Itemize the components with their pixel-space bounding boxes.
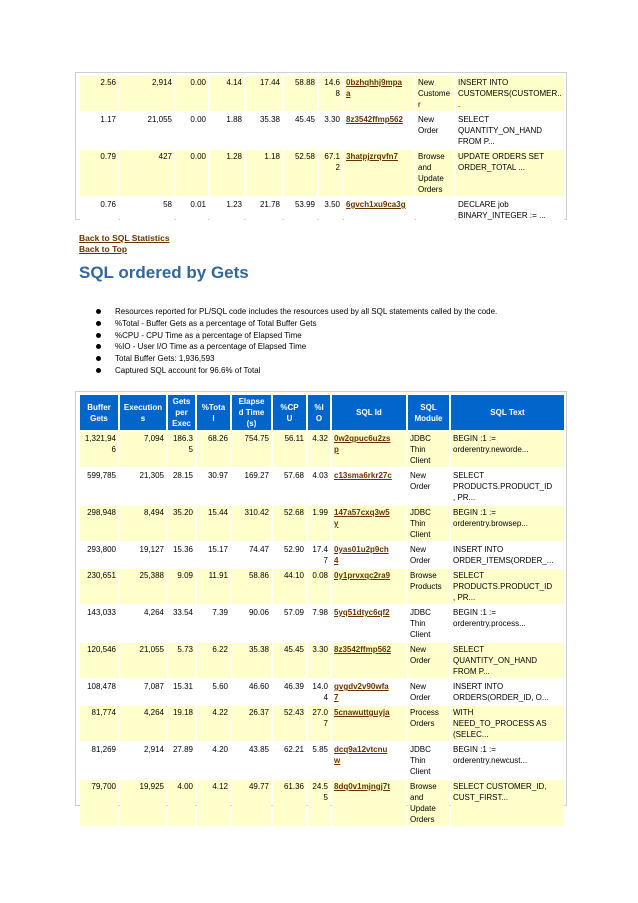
cell-c5: 17.44 (246, 76, 282, 111)
sql-id-link[interactable]: 3hatpjzrqvfn7 (346, 152, 399, 161)
cell-gets-per-exec: 15.36 (168, 543, 195, 567)
cell-c3: 0.00 (176, 76, 208, 111)
cell-pct-cpu: 56.11 (273, 432, 306, 467)
cell-buffer-gets: 81,269 (80, 743, 118, 778)
cell-buffer-gets: 599,785 (80, 469, 118, 504)
cell-c3: 0.01 (176, 198, 208, 222)
cell-c6: 53.99 (284, 198, 317, 222)
cell-executions: 21,055 (120, 643, 166, 678)
cell-module: JDBC Thin Client (408, 506, 449, 541)
cell-gets-per-exec: 4.00 (168, 780, 195, 826)
sql-id-link[interactable]: 0w2qpuc6u2zs p (334, 434, 391, 454)
cell-elapsed: 169.27 (232, 469, 271, 504)
bullet-icon (96, 344, 101, 349)
cell-sql-text: SELECT QUANTITY_ON_HAND FROM P... (451, 643, 564, 678)
cell-pct-total: 5.60 (197, 680, 230, 704)
cell-buffer-gets: 143,033 (80, 606, 118, 641)
cell-module (416, 198, 454, 222)
section-title: SQL ordered by Gets (79, 263, 249, 282)
cell-module: New Custome r (416, 76, 454, 111)
cell-c7: 14.6 8 (319, 76, 342, 111)
cell-module: New Order (408, 643, 449, 678)
column-header: SQL Id (332, 395, 406, 430)
cell-pct-io: 14.0 4 (308, 680, 330, 704)
cell-c2: 58 (120, 198, 174, 222)
cell-sql-text: SELECT QUANTITY_ON_HAND FROM P... (456, 113, 564, 148)
cell-sql-id[interactable] (332, 469, 406, 504)
cell-sql-text: SELECT PRODUCTS.PRODUCT_ID , PR... (451, 469, 564, 504)
cell-sql-text: SELECT CUSTOMER_ID, CUST_FIRST... (451, 780, 564, 826)
cell-sql-id[interactable] (332, 432, 406, 467)
sql-id-link[interactable]: c13sma6rkr27c (334, 471, 392, 480)
table-row (80, 606, 564, 641)
cell-pct-total: 4.12 (197, 780, 230, 826)
cell-c1: 0.76 (80, 198, 118, 222)
cell-module: Browse and Update Orders (408, 780, 449, 826)
cell-executions: 19,925 (120, 780, 166, 826)
cell-sql-text: INSERT INTO ORDER_ITEMS(ORDER_... (451, 543, 564, 567)
table-row (80, 113, 564, 148)
column-header: SQL Text (451, 395, 564, 430)
cell-elapsed: 74.47 (232, 543, 271, 567)
table-row (80, 432, 564, 467)
cell-buffer-gets: 81,774 (80, 706, 118, 741)
cell-c4: 1.88 (210, 113, 244, 148)
table-row (80, 706, 564, 741)
cell-sql-id[interactable] (332, 606, 406, 641)
cell-module: Browse and Update Orders (416, 150, 454, 196)
note-item (96, 353, 497, 365)
cell-sql-id[interactable] (344, 113, 414, 148)
cell-sql-text: DECLARE job BINARY_INTEGER := ... (456, 198, 564, 222)
cell-elapsed: 754.75 (232, 432, 271, 467)
cell-c2: 21,055 (120, 113, 174, 148)
sql-id-link[interactable]: 147a57cxq3w5 y (334, 508, 390, 528)
sql-id-link[interactable]: 8z3542ffmp562 (334, 645, 391, 654)
cell-buffer-gets: 298,948 (80, 506, 118, 541)
table-row (80, 743, 564, 778)
sql-id-link[interactable]: 8z3542ffmp562 (346, 115, 403, 124)
cell-pct-cpu: 52.68 (273, 506, 306, 541)
column-header: %I O (308, 395, 330, 430)
cell-gets-per-exec: 35.20 (168, 506, 195, 541)
cell-sql-id[interactable] (332, 680, 406, 704)
cell-sql-id[interactable] (332, 780, 406, 826)
cell-sql-id[interactable] (332, 569, 406, 604)
cell-module: JDBC Thin Client (408, 743, 449, 778)
table-row (80, 506, 564, 541)
cell-sql-id[interactable] (344, 198, 414, 222)
back-to-sql-statistics-link[interactable]: Back to SQL Statistics (79, 233, 170, 243)
cell-buffer-gets: 293,800 (80, 543, 118, 567)
cell-sql-text: UPDATE ORDERS SET ORDER_TOTAL ... (456, 150, 564, 196)
column-header: SQL Module (408, 395, 449, 430)
cell-pct-io: 5.85 (308, 743, 330, 778)
gets-table-header-row (80, 395, 564, 430)
cell-module: Browse Products (408, 569, 449, 604)
sql-id-link[interactable]: 0bzhqhhj9mpa a (346, 78, 403, 98)
note-text: Total Buffer Gets: 1,936,593 (115, 354, 215, 364)
cell-module: New Order (408, 680, 449, 704)
bullet-icon (96, 321, 101, 326)
cell-pct-total: 30.97 (197, 469, 230, 504)
cell-gets-per-exec: 19.18 (168, 706, 195, 741)
cell-pct-cpu: 52.43 (273, 706, 306, 741)
cell-elapsed: 58.86 (232, 569, 271, 604)
cell-module: New Order (408, 543, 449, 567)
note-item (96, 341, 497, 353)
cell-c1: 0.79 (80, 150, 118, 196)
cell-c5: 1.18 (246, 150, 282, 196)
bullet-icon (96, 333, 101, 338)
sql-id-link[interactable]: 0y1prvxqc2ra9 (334, 571, 391, 580)
cell-buffer-gets: 108,478 (80, 680, 118, 704)
cell-elapsed: 90.06 (232, 606, 271, 641)
cell-executions: 4,264 (120, 606, 166, 641)
cell-pct-cpu: 45.45 (273, 643, 306, 678)
cell-sql-text: SELECT PRODUCTS.PRODUCT_ID , PR... (451, 569, 564, 604)
cell-pct-total: 15.44 (197, 506, 230, 541)
cell-gets-per-exec: 15.31 (168, 680, 195, 704)
cell-c4: 1.23 (210, 198, 244, 222)
cell-pct-total: 4.20 (197, 743, 230, 778)
cell-buffer-gets: 230,651 (80, 569, 118, 604)
column-header: Execution s (120, 395, 166, 430)
cell-sql-text: WITH NEED_TO_PROCESS AS (SELEC... (451, 706, 564, 741)
cell-c1: 2.56 (80, 76, 118, 111)
table-row (80, 543, 564, 567)
cell-elapsed: 26.37 (232, 706, 271, 741)
cell-elapsed: 49.77 (232, 780, 271, 826)
cell-elapsed: 43.85 (232, 743, 271, 778)
cell-pct-cpu: 61.36 (273, 780, 306, 826)
cell-pct-io: 4.03 (308, 469, 330, 504)
table-row (80, 150, 564, 196)
cell-module: JDBC Thin Client (408, 606, 449, 641)
note-item (96, 306, 497, 318)
note-item (96, 365, 497, 377)
note-item (96, 318, 497, 330)
cell-c3: 0.00 (176, 150, 208, 196)
cell-c6: 58.88 (284, 76, 317, 111)
cell-gets-per-exec: 186.3 5 (168, 432, 195, 467)
cell-c2: 427 (120, 150, 174, 196)
cell-pct-total: 68.26 (197, 432, 230, 467)
cell-sql-text: INSERT INTO CUSTOMERS(CUSTOMER.. . (456, 76, 564, 111)
cell-buffer-gets: 1,321,94 6 (80, 432, 118, 467)
cell-c2: 2,914 (120, 76, 174, 111)
back-to-top-link[interactable]: Back to Top (79, 244, 128, 254)
cell-sql-id[interactable] (332, 643, 406, 678)
cell-gets-per-exec: 5.73 (168, 643, 195, 678)
cell-pct-cpu: 52.90 (273, 543, 306, 567)
cell-executions: 21,305 (120, 469, 166, 504)
cell-pct-cpu: 46.39 (273, 680, 306, 704)
cell-sql-text: BEGIN :1 := orderentry.newcust... (451, 743, 564, 778)
cell-executions: 2,914 (120, 743, 166, 778)
table-row (80, 76, 564, 111)
cell-pct-io: 3.30 (308, 643, 330, 678)
cell-pct-cpu: 44.10 (273, 569, 306, 604)
table-row (80, 198, 564, 222)
cell-executions: 4,264 (120, 706, 166, 741)
cell-pct-total: 7.39 (197, 606, 230, 641)
cell-pct-cpu: 57.09 (273, 606, 306, 641)
cell-pct-total: 11.91 (197, 569, 230, 604)
column-header: Elapse d Time (s) (232, 395, 271, 430)
cell-module: New Order (408, 469, 449, 504)
cell-sql-id[interactable] (344, 150, 414, 196)
cell-module: Process Orders (408, 706, 449, 741)
cell-c7: 67.1 2 (319, 150, 342, 196)
table-row (80, 780, 564, 826)
back-links (79, 233, 170, 255)
section-notes-list (96, 306, 497, 377)
table-row (80, 569, 564, 604)
cell-sql-text: INSERT INTO ORDERS(ORDER_ID, O... (451, 680, 564, 704)
cell-executions: 7,087 (120, 680, 166, 704)
cell-c4: 1.28 (210, 150, 244, 196)
cell-buffer-gets: 79,700 (80, 780, 118, 826)
column-header: %Tota l (197, 395, 230, 430)
note-text: Captured SQL account for 96.6% of Total (115, 365, 261, 375)
sql-id-link[interactable]: 5cnawuttguyja (334, 708, 390, 717)
sql-id-link[interactable]: 8dq0v1mjngj7t (334, 782, 391, 791)
cell-pct-total: 15.17 (197, 543, 230, 567)
cell-sql-id[interactable] (332, 506, 406, 541)
cell-c5: 21.78 (246, 198, 282, 222)
cell-pct-io: 7.98 (308, 606, 330, 641)
cell-c1: 1.17 (80, 113, 118, 148)
cell-sql-id[interactable] (332, 543, 406, 567)
cell-buffer-gets: 120,546 (80, 643, 118, 678)
cell-sql-text: BEGIN :1 := orderentry.browsep... (451, 506, 564, 541)
cell-sql-id[interactable] (332, 706, 406, 741)
sql-id-link[interactable]: dcq9a12vtcnu w (334, 745, 388, 765)
cell-pct-io: 0.08 (308, 569, 330, 604)
sql-id-link[interactable]: 0yas01u2p9ch 4 (334, 545, 389, 565)
cell-module: New Order (416, 113, 454, 148)
cell-sql-text: BEGIN :1 := orderentry.process... (451, 606, 564, 641)
cell-pct-io: 27.0 7 (308, 706, 330, 741)
bullet-icon (96, 309, 101, 314)
cell-sql-id[interactable] (332, 743, 406, 778)
table-row (80, 469, 564, 504)
cell-sql-id[interactable] (344, 76, 414, 111)
cell-c4: 4.14 (210, 76, 244, 111)
cell-pct-io: 17.4 7 (308, 543, 330, 567)
cell-executions: 7,094 (120, 432, 166, 467)
cell-c7: 3.30 (319, 113, 342, 148)
cell-elapsed: 35.38 (232, 643, 271, 678)
note-text: Resources reported for PL/SQL code includes the resources used by all SQL statements called by the code. (115, 307, 498, 316)
cell-sql-text: BEGIN :1 := orderentry.neworde... (451, 432, 564, 467)
column-header: Buffer Gets (80, 395, 118, 430)
sql-id-link[interactable]: 6gvch1xu9ca3g (346, 200, 406, 209)
note-text: %Total - Buffer Gets as a percentage of Total Buffer Gets (115, 318, 317, 328)
cell-elapsed: 310.42 (232, 506, 271, 541)
cell-c5: 35.38 (246, 113, 282, 148)
sql-ordered-by-gets-table (78, 393, 566, 828)
cell-executions: 8,494 (120, 506, 166, 541)
bullet-icon (96, 368, 101, 373)
cell-c7: 3.50 (319, 198, 342, 222)
cell-pct-io: 4.32 (308, 432, 330, 467)
table-row (80, 680, 564, 704)
cell-pct-cpu: 62.21 (273, 743, 306, 778)
note-item (96, 330, 497, 342)
sql-continuation-table (78, 74, 566, 224)
cell-gets-per-exec: 27.89 (168, 743, 195, 778)
cell-pct-io: 24.5 5 (308, 780, 330, 826)
cell-c6: 45.45 (284, 113, 317, 148)
note-text: %CPU - CPU Time as a percentage of Elapsed Time (115, 330, 302, 340)
cell-pct-total: 4.22 (197, 706, 230, 741)
cell-pct-io: 1.99 (308, 506, 330, 541)
cell-pct-total: 6.22 (197, 643, 230, 678)
note-text: %IO - User I/O Time as a percentage of Elapsed Time (115, 342, 307, 352)
cell-pct-cpu: 57.68 (273, 469, 306, 504)
cell-c3: 0.00 (176, 113, 208, 148)
column-header: %CP U (273, 395, 306, 430)
cell-gets-per-exec: 33.54 (168, 606, 195, 641)
sql-id-link[interactable]: gvgdv2v90wfa 7 (334, 682, 389, 702)
cell-elapsed: 46.60 (232, 680, 271, 704)
cell-executions: 25,388 (120, 569, 166, 604)
cell-gets-per-exec: 9.09 (168, 569, 195, 604)
cell-c6: 52.58 (284, 150, 317, 196)
cell-module: JDBC Thin Client (408, 432, 449, 467)
cell-executions: 19,127 (120, 543, 166, 567)
column-header: Gets per Exec (168, 395, 195, 430)
cell-gets-per-exec: 28.15 (168, 469, 195, 504)
table-row (80, 643, 564, 678)
bullet-icon (96, 356, 101, 361)
sql-id-link[interactable]: 5yq51dtyc6qf2 (334, 608, 390, 617)
